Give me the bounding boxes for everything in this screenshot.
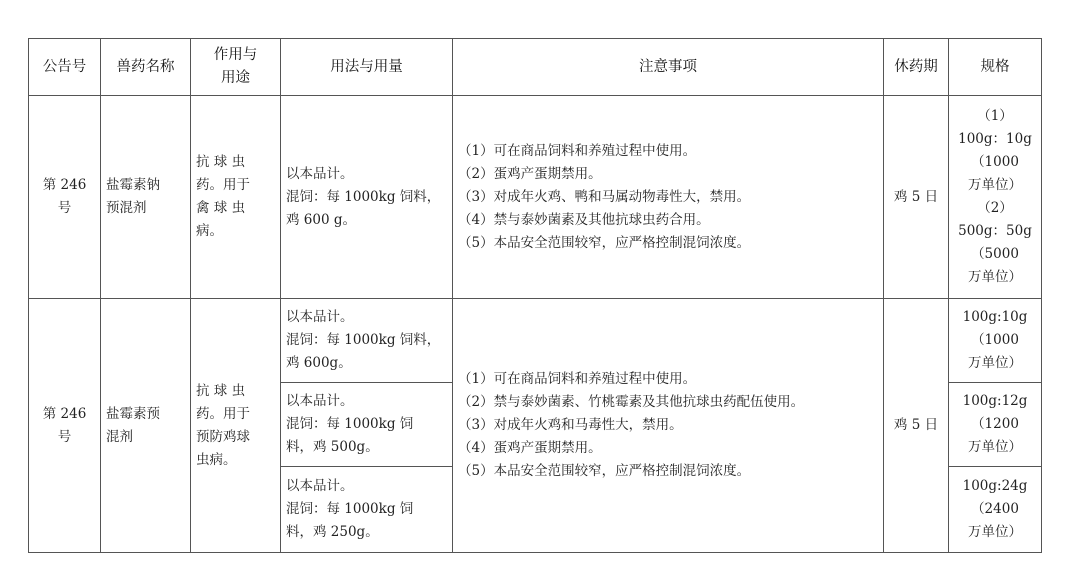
purpose-cell: 抗 球 虫 药。用于 预防鸡球 虫病。 <box>191 299 281 553</box>
withdrawal-cell: 鸡 5 日 <box>884 299 949 553</box>
header-notes: 注意事项 <box>453 39 884 96</box>
header-drug-name: 兽药名称 <box>101 39 191 96</box>
usage-cell: 以本品计。 混饲：每 1000kg 饲 料，鸡 250g。 <box>281 467 453 553</box>
spec-cell: 100g:12g （1200 万单位） <box>949 383 1042 467</box>
drug-table <box>28 38 1042 553</box>
usage-cell: 以本品计。 混饲：每 1000kg 饲 料，鸡 500g。 <box>281 383 453 467</box>
drug-name-cell: 盐霉素钠 预混剂 <box>101 96 191 299</box>
header-usage: 用法与用量 <box>281 39 453 96</box>
announcement-cell: 第 246 号 <box>29 96 101 299</box>
spec-cell: （1） 100g：10g （1000 万单位） （2） 500g：50g （5000 万单位） <box>949 96 1042 299</box>
purpose-cell: 抗 球 虫 药。用于 禽 球 虫 病。 <box>191 96 281 299</box>
table-row <box>29 299 1042 383</box>
notes-cell: （1）可在商品饲料和养殖过程中使用。 （2）蛋鸡产蛋期禁用。 （3）对成年火鸡、鸭和马属动物毒性大，禁用。 （4）禁与泰妙菌素及其他抗球虫药合用。 （5）本品安全范围较窄，应严格控制混饲浓度。 <box>453 96 884 299</box>
header-spec: 规格 <box>949 39 1042 96</box>
drug-name-cell: 盐霉素预 混剂 <box>101 299 191 553</box>
usage-cell: 以本品计。 混饲：每 1000kg 饲料， 鸡 600g。 <box>281 299 453 383</box>
notes-cell: （1）可在商品饲料和养殖过程中使用。 （2）禁与泰妙菌素、竹桃霉素及其他抗球虫药配伍使用。 （3）对成年火鸡和马毒性大，禁用。 （4）蛋鸡产蛋期禁用。 （5）本品安全范围较窄，应严格控制混饲浓度。 <box>453 299 884 553</box>
header-withdrawal: 休药期 <box>884 39 949 96</box>
header-purpose: 作用与 用途 <box>191 39 281 96</box>
table-row <box>29 96 1042 299</box>
header-row <box>29 39 1042 96</box>
header-announcement: 公告号 <box>29 39 101 96</box>
spec-cell: 100g:10g （1000 万单位） <box>949 299 1042 383</box>
spec-cell: 100g:24g （2400 万单位） <box>949 467 1042 553</box>
withdrawal-cell: 鸡 5 日 <box>884 96 949 299</box>
usage-cell: 以本品计。 混饲：每 1000kg 饲料， 鸡 600 g。 <box>281 96 453 299</box>
announcement-cell: 第 246 号 <box>29 299 101 553</box>
